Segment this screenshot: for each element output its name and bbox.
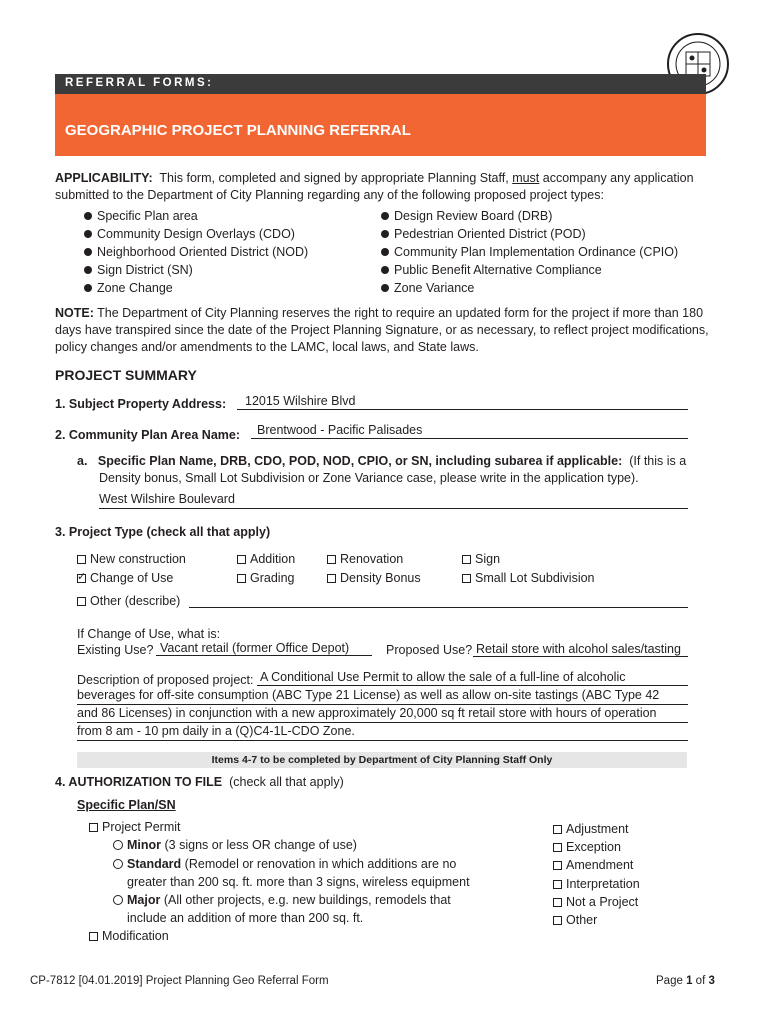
list-item: Pedestrian Oriented District (POD) bbox=[381, 225, 678, 243]
existing-use-field[interactable]: Vacant retail (former Office Depot) bbox=[156, 640, 372, 656]
major-text-cont: include an addition of more than 200 sq. ft. bbox=[127, 911, 364, 925]
specific-plan-subheading: Specific Plan/SN bbox=[77, 798, 176, 812]
radio-icon[interactable] bbox=[113, 859, 123, 869]
checkbox-icon[interactable] bbox=[553, 843, 562, 852]
qa-label: a. bbox=[77, 454, 88, 468]
qa-rest1: (If this is a bbox=[629, 454, 687, 468]
checkbox-other-auth[interactable]: Other bbox=[553, 911, 640, 929]
checkbox-exception[interactable]: Exception bbox=[553, 838, 640, 856]
list-item: Design Review Board (DRB) bbox=[381, 207, 678, 225]
bullet-icon bbox=[381, 248, 389, 256]
radio-icon[interactable] bbox=[113, 895, 123, 905]
checkbox-checked-icon[interactable] bbox=[77, 574, 86, 583]
list-item: Neighborhood Oriented District (NOD) bbox=[84, 243, 308, 261]
bullet-icon bbox=[84, 266, 92, 274]
bullet-icon bbox=[381, 284, 389, 292]
radio-major[interactable]: Major (All other projects, e.g. new buildings, remodels that bbox=[113, 893, 451, 907]
checkbox-new-construction[interactable]: New construction bbox=[77, 552, 186, 566]
list-item: Zone Change bbox=[84, 279, 308, 297]
section-banner bbox=[55, 74, 706, 94]
note-paragraph bbox=[55, 305, 725, 356]
radio-standard[interactable]: Standard (Remodel or renovation in which additions are no bbox=[113, 857, 456, 871]
checkbox-adjustment[interactable]: Adjustment bbox=[553, 820, 640, 838]
bullet-icon bbox=[381, 230, 389, 238]
list-item: Public Benefit Alternative Compliance bbox=[381, 261, 678, 279]
project-type-label: 3. Project Type (check all that apply) bbox=[55, 525, 271, 539]
checkbox-modification[interactable]: Modification bbox=[89, 929, 169, 943]
section-label: REFERRAL FORMS: bbox=[65, 77, 214, 89]
description-label: Description of proposed project: bbox=[77, 673, 254, 687]
list-item: Sign District (SN) bbox=[84, 261, 308, 279]
title-banner bbox=[55, 94, 706, 156]
address-field[interactable]: 12015 Wilshire Blvd bbox=[237, 393, 688, 410]
footer-page-number: Page 1 of 3 bbox=[656, 975, 715, 987]
applicability-line2: submitted to the Department of City Planning regarding any of the following proposed project types: bbox=[55, 188, 604, 202]
description-field-line1[interactable]: A Conditional Use Permit to allow the sale of a full-line of alcoholic bbox=[257, 669, 688, 686]
checkbox-icon[interactable] bbox=[553, 825, 562, 834]
qa-bold: Specific Plan Name, DRB, CDO, POD, NOD, CPIO, or SN, including subarea if applicable: bbox=[97, 454, 623, 468]
checkbox-icon[interactable] bbox=[77, 597, 86, 606]
bullet-icon bbox=[84, 230, 92, 238]
checkbox-icon[interactable] bbox=[89, 932, 98, 941]
project-summary-heading: PROJECT SUMMARY bbox=[55, 367, 197, 383]
bullet-icon bbox=[84, 284, 92, 292]
authorization-heading bbox=[55, 775, 344, 789]
project-types-right-list bbox=[381, 207, 678, 297]
checkbox-amendment[interactable]: Amendment bbox=[553, 856, 640, 874]
checkbox-icon[interactable] bbox=[553, 916, 562, 925]
page-title: GEOGRAPHIC PROJECT PLANNING REFERRAL bbox=[65, 122, 411, 139]
checkbox-icon[interactable] bbox=[89, 823, 98, 832]
standard-text-cont: greater than 200 sq. ft. more than 3 signs, wireless equipment bbox=[127, 875, 470, 889]
note-line3: policy changes and/or amendments to the LAMC, local laws, and State laws. bbox=[55, 340, 479, 354]
bullet-icon bbox=[84, 248, 92, 256]
applicability-paragraph bbox=[55, 170, 720, 204]
staff-only-bar: Items 4-7 to be completed by Department of City Planning Staff Only bbox=[77, 752, 687, 768]
checkbox-density-bonus[interactable]: Density Bonus bbox=[327, 571, 421, 585]
applicability-text-2: accompany any application bbox=[542, 171, 694, 185]
existing-use-label: Existing Use? bbox=[77, 643, 154, 657]
bullet-icon bbox=[84, 212, 92, 220]
qa-rest2: Density bonus, Small Lot Subdivision or Zone Variance case, please write in the application type). bbox=[99, 471, 639, 485]
checkbox-icon[interactable] bbox=[77, 555, 86, 564]
checkbox-interpretation[interactable]: Interpretation bbox=[553, 875, 640, 893]
bullet-icon bbox=[381, 212, 389, 220]
bullet-icon bbox=[381, 266, 389, 274]
proposed-use-label: Proposed Use? bbox=[386, 643, 473, 657]
checkbox-icon[interactable] bbox=[327, 555, 336, 564]
specific-plan-question bbox=[77, 453, 727, 487]
checkbox-icon[interactable] bbox=[462, 574, 471, 583]
checkbox-grading[interactable]: Grading bbox=[237, 571, 294, 585]
checkbox-small-lot[interactable]: Small Lot Subdivision bbox=[462, 571, 595, 585]
proposed-use-field[interactable]: Retail store with alcohol sales/tasting bbox=[473, 641, 688, 657]
list-item: Community Plan Implementation Ordinance (CPIO) bbox=[381, 243, 678, 261]
plan-area-field[interactable]: Brentwood - Pacific Palisades bbox=[251, 422, 688, 439]
specific-plan-field[interactable]: West Wilshire Boulevard bbox=[99, 491, 688, 509]
checkbox-icon[interactable] bbox=[237, 574, 246, 583]
authorization-hint: (check all that apply) bbox=[229, 775, 344, 789]
checkbox-change-of-use[interactable]: ✓Change of Use bbox=[77, 571, 173, 585]
radio-minor[interactable]: Minor (3 signs or less OR change of use) bbox=[113, 838, 357, 852]
project-types-left-list bbox=[84, 207, 308, 297]
applicability-label: APPLICABILITY: bbox=[55, 171, 153, 185]
checkbox-other[interactable]: Other (describe) bbox=[77, 594, 180, 608]
description-field-line3[interactable]: and 86 Licenses) in conjunction with a new approximately 20,000 sq ft retail store with hours of operation bbox=[77, 705, 688, 723]
other-describe-field[interactable] bbox=[189, 593, 688, 608]
checkbox-sign[interactable]: Sign bbox=[462, 552, 500, 566]
radio-icon[interactable] bbox=[113, 840, 123, 850]
note-line2: days have transpired since the date of the Project Planning Signature, or as necessary, to reflect project modifications, bbox=[55, 323, 709, 337]
description-field-line4[interactable]: from 8 am - 10 pm daily in a (Q)C4-1L-CDO Zone. bbox=[77, 723, 688, 741]
change-of-use-question: If Change of Use, what is: bbox=[77, 627, 221, 641]
footer-form-id: CP-7812 [04.01.2019] Project Planning Geo Referral Form bbox=[30, 975, 329, 987]
checkbox-icon[interactable] bbox=[327, 574, 336, 583]
checkbox-icon[interactable] bbox=[553, 898, 562, 907]
applicability-text: This form, completed and signed by appropriate Planning Staff, bbox=[159, 171, 509, 185]
checkbox-icon[interactable] bbox=[237, 555, 246, 564]
checkbox-icon[interactable] bbox=[462, 555, 471, 564]
plan-area-label: 2. Community Plan Area Name: bbox=[55, 428, 241, 442]
checkbox-addition[interactable]: Addition bbox=[237, 552, 295, 566]
checkbox-not-a-project[interactable]: Not a Project bbox=[553, 893, 640, 911]
checkbox-icon[interactable] bbox=[553, 880, 562, 889]
list-item: Zone Variance bbox=[381, 279, 678, 297]
authorization-right-list bbox=[553, 820, 640, 929]
must-text: must bbox=[512, 171, 540, 185]
description-field-line2[interactable]: beverages for off-site consumption (ABC Type 21 License) as well as allow on-site tastings (ABC Type 42 bbox=[77, 687, 688, 705]
checkbox-icon[interactable] bbox=[553, 861, 562, 870]
checkbox-renovation[interactable]: Renovation bbox=[327, 552, 403, 566]
note-label: NOTE: bbox=[55, 306, 94, 320]
note-line1: The Department of City Planning reserves the right to require an updated form for the project if more than 180 bbox=[97, 306, 704, 320]
list-item: Community Design Overlays (CDO) bbox=[84, 225, 308, 243]
list-item: Specific Plan area bbox=[84, 207, 308, 225]
address-label: 1. Subject Property Address: bbox=[55, 397, 227, 411]
authorization-label: 4. AUTHORIZATION TO FILE bbox=[55, 775, 223, 789]
checkbox-project-permit[interactable]: Project Permit bbox=[89, 820, 181, 834]
